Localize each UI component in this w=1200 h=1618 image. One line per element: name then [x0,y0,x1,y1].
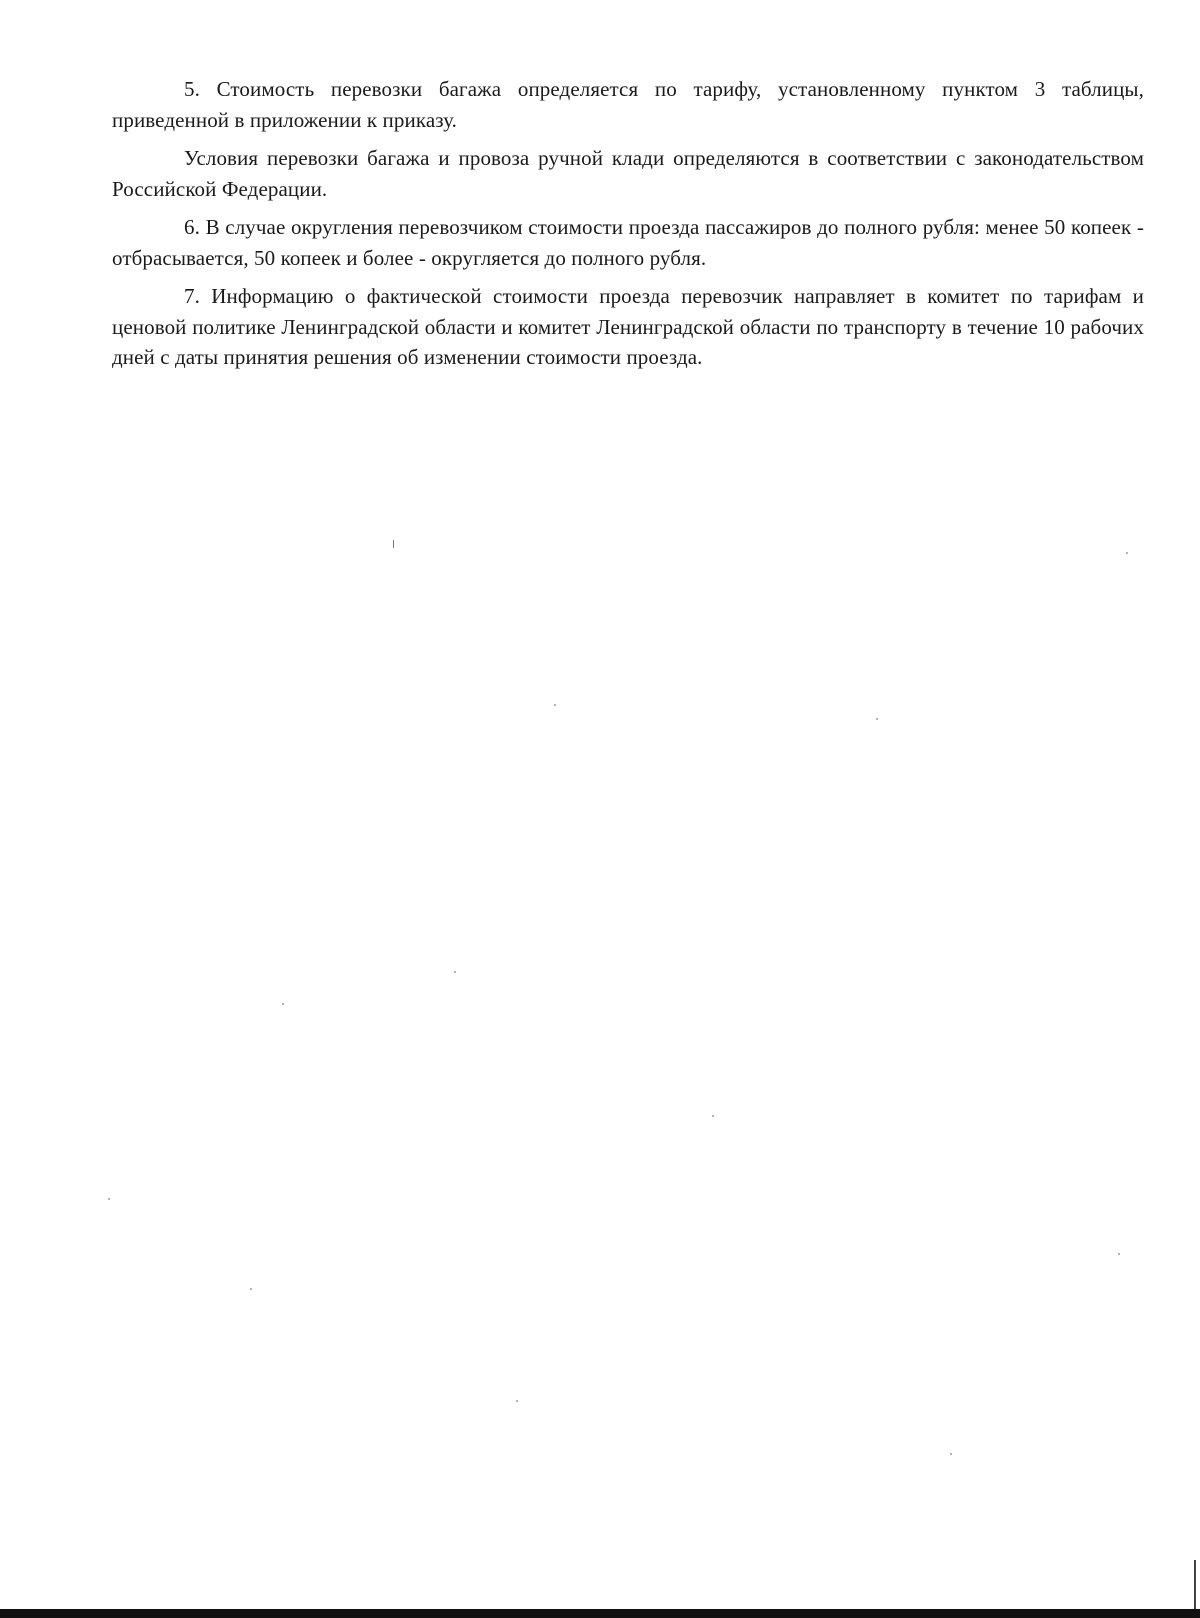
paragraph-baggage-conditions: Условия перевозки багажа и провоза ручной клади определяются в соответствии с законодательством Российской Федерации. [112,146,1144,201]
scan-edge-right [1194,1560,1196,1610]
scan-speck [876,718,878,720]
scan-speck [250,1288,252,1290]
scan-edge-bottom [0,1609,1200,1618]
scan-speck [282,1003,284,1005]
paragraph-item-5: 5. Стоимость перевозки багажа определяется по тарифу, установленному пунктом 3 таблицы, приведенной в приложении к приказу. [112,77,1144,132]
scan-speck [393,540,394,548]
paragraph-item-7: 7. Информацию о фактической стоимости проезда перевозчик направляет в комитет по тарифам и ценовой политике Ленинградской области и комитет Ленинградской области по транспорту в течение 10 рабочих дней с даты принятия решения об изменении стоимости проезда. [112,284,1144,369]
scan-speck [554,704,556,706]
scan-speck [1118,1253,1120,1255]
scan-speck [108,1198,110,1200]
scan-speck [950,1453,952,1455]
document-body [112,74,1144,381]
scan-speck [516,1400,518,1402]
paragraph-item-6: 6. В случае округления перевозчиком стоимости проезда пассажиров до полного рубля: менее 50 копеек - отбрасывается, 50 копеек и более - округляется до полного рубля. [112,215,1144,270]
scan-speck [454,971,456,973]
scan-speck [712,1115,714,1117]
scan-speck [1126,552,1128,554]
